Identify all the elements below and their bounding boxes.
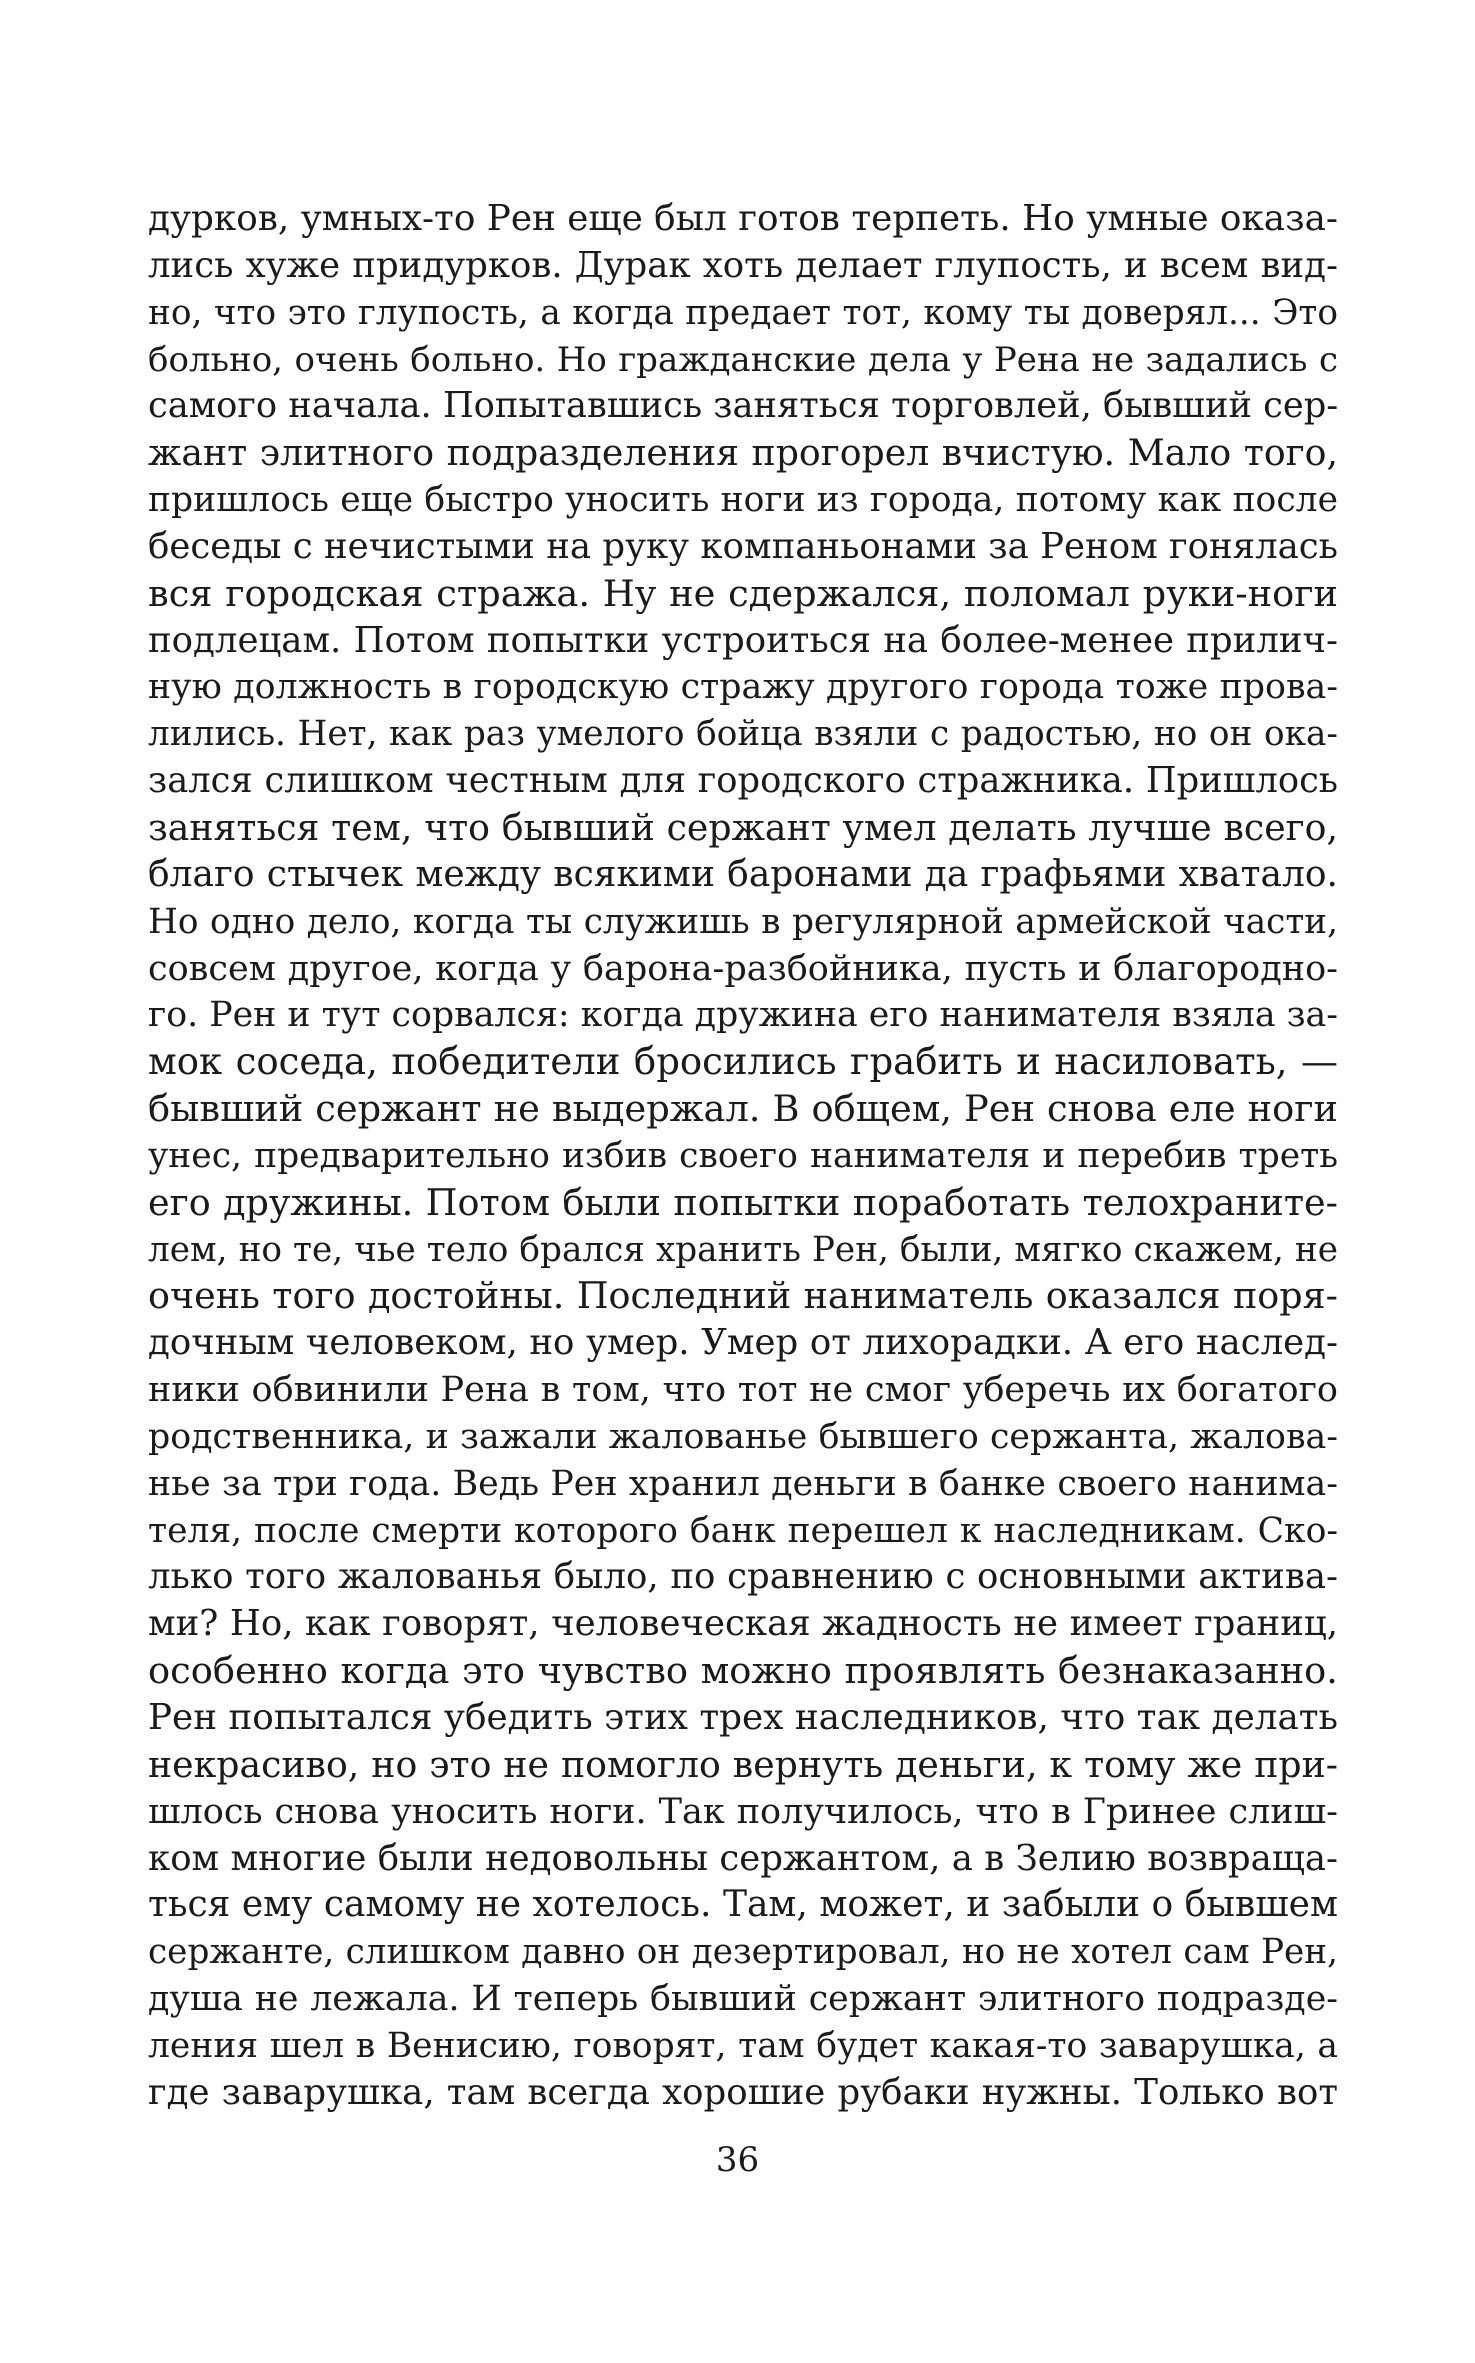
text-line: нье за три года. Ведь Рен хранил деньги в банке своего нанима- [148, 1463, 1338, 1504]
page-number: 36 [715, 2140, 760, 2180]
text-line: бывший сержант не выдержал. В общем, Рен снова еле ноги [148, 1087, 1338, 1131]
text-line: лись хуже придурков. Дурак хоть делает глупость, и всем вид- [148, 244, 1338, 286]
text-line: ную должность в городскую стражу другого города тоже прова- [148, 667, 1338, 708]
text-line: дурков, умных-то Рен еще был готов терпеть. Но умные оказа- [148, 198, 1338, 239]
text-line: некрасиво, но это не помогло вернуть деньги, к тому же при- [148, 1742, 1338, 1786]
text-line: самого начала. Попытавшись заняться торговлей, бывший сер- [148, 385, 1338, 427]
text-line: родственника, и зажали жалованье бывшего сержанта, жалова- [148, 1416, 1338, 1457]
text-line: жант элитного подразделения прогорел вчистую. Мало того, [148, 431, 1338, 475]
text-line: где заварушка, там всегда хорошие рубаки нужны. Только вот [148, 2071, 1338, 2113]
text-line: душа не лежала. И теперь бывший сержант элитного подразде- [148, 1979, 1338, 2020]
text-line: лились. Нет, как раз умелого бойца взяли с радостью, но он ока- [148, 714, 1338, 755]
text-line: сержанте, слишком давно он дезертировал, но не хотел сам Рен, [148, 1932, 1338, 1973]
text-line: Рен попытался убедить этих трех наследников, что так делать [148, 1697, 1338, 1738]
text-line: пришлось еще быстро уносить ноги из города, потому как после [148, 480, 1338, 521]
text-line: унес, предварительно избив своего нанимателя и перебив треть [148, 1135, 1338, 1176]
text-line: лем, но те, чье тело брался хранить Рен, были, мягко скажем, не [148, 1229, 1338, 1270]
text-line: особенно когда это чувство можно проявлять безнаказанно. [148, 1649, 1338, 1693]
text-line: вся городская стража. Ну не сдержался, поломал руки-ноги [148, 571, 1338, 615]
text-line: подлецам. Потом попытки устроиться на более-менее прилич- [148, 619, 1338, 661]
text-line: ться ему самому не хотелось. Там, может, и забыли о бывшем [148, 1884, 1338, 1926]
text-line: го. Рен и тут сорвался: когда дружина его нанимателя взяла за- [148, 995, 1338, 1036]
text-line: очень того достойны. Последний наниматель оказался поря- [148, 1274, 1338, 1318]
text-line: лько того жалованья было, по сравнению с основными актива- [148, 1556, 1338, 1598]
text-line: шлось снова уносить ноги. Так получилось, что в Гринее слиш- [148, 1791, 1338, 1832]
text-line: ники обвинили Рена в том, что тот не смог уберечь их богатого [148, 1370, 1338, 1411]
text-line: но, что это глупость, а когда предает тот, кому ты доверял... Это [148, 292, 1338, 333]
text-line: мок соседа, победители бросились грабить и насиловать, — [148, 1040, 1338, 1084]
text-line: Но одно дело, когда ты служишь в регулярной армейской части, [148, 901, 1338, 942]
text-line: теля, после смерти которого банк перешел к наследникам. Ско- [148, 1510, 1338, 1551]
text-line: ком многие были недовольны сержантом, а в Зелию возвраща- [148, 1837, 1338, 1879]
text-line: совсем другое, когда у барона-разбойника, пусть и благородно- [148, 948, 1338, 989]
text-line: его дружины. Потом были попытки поработать телохраните- [148, 1180, 1338, 1224]
text-line: дочным человеком, но умер. Умер от лихорадки. А его наслед- [148, 1322, 1338, 1364]
text-line: больно, очень больно. Но гражданские дела у Рена не задались с [148, 339, 1338, 380]
text-line: ми? Но, как говорят, человеческая жадность не имеет границ, [148, 1603, 1338, 1645]
text-line: ления шел в Венисию, говорят, там будет какая-то заварушка, а [148, 2025, 1338, 2066]
text-line: беседы с нечистыми на руку компаньонами за Реном гонялась [148, 525, 1338, 567]
text-line: зался слишком честным для городского стражника. Пришлось [148, 760, 1338, 802]
body-text [148, 196, 1338, 2117]
text-line: благо стычек между всякими баронами да графьями хватало. [148, 853, 1338, 895]
text-line: заняться тем, что бывший сержант умел делать лучше всего, [148, 805, 1338, 849]
